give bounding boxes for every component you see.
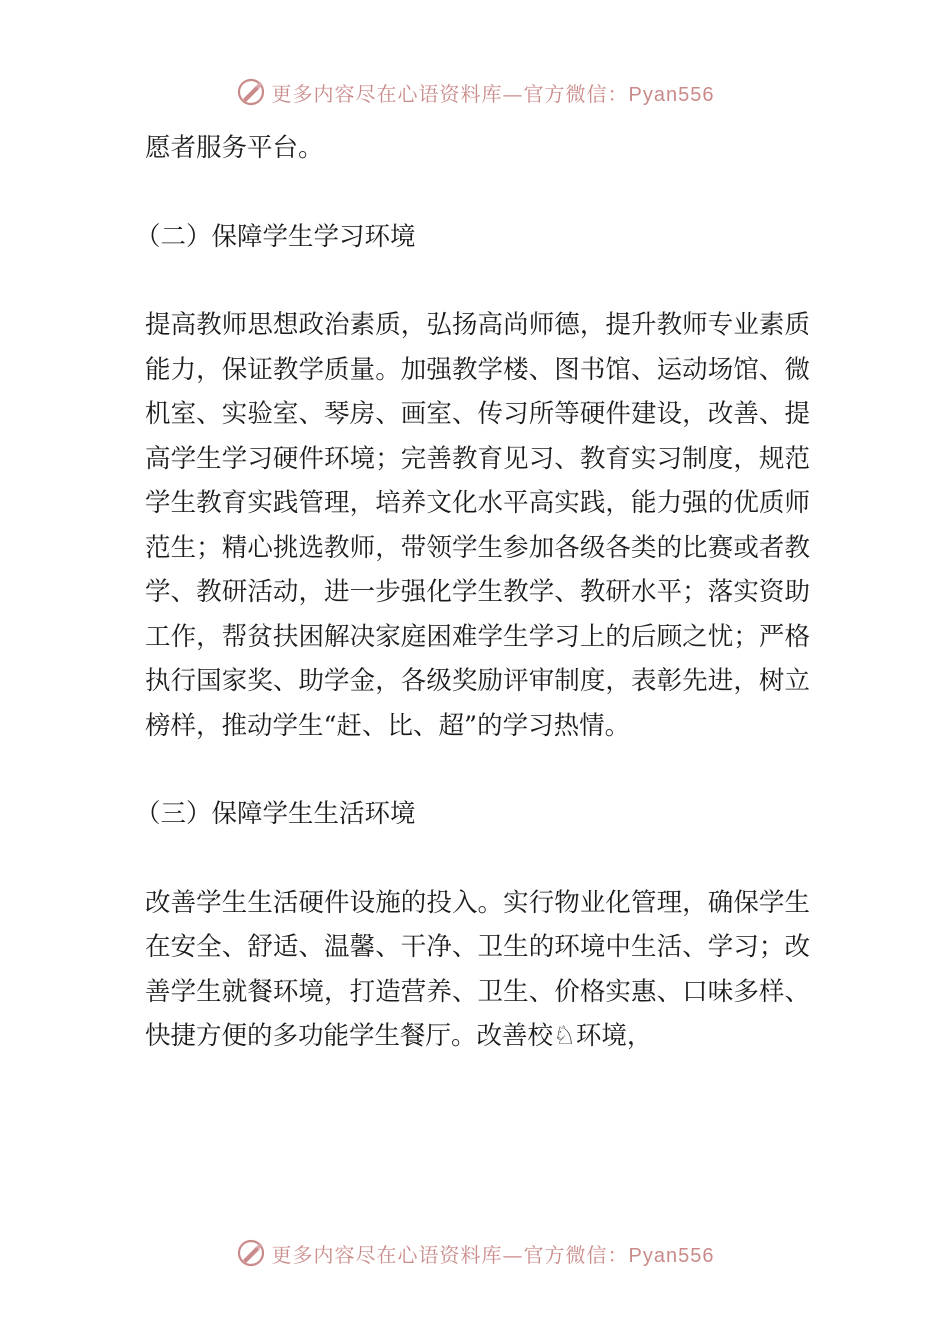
watermark-contact-label: 官方微信： [523, 1242, 629, 1267]
section-2-heading: （二）保障学生学习环境 [135, 221, 416, 252]
pen-logo-icon [236, 1238, 266, 1268]
watermark-contact-id: Pyan556 [628, 83, 715, 106]
section-3-heading: （三）保障学生生活环境 [135, 799, 416, 829]
watermark-main: 更多内容尽在心语资料库 [271, 1242, 503, 1267]
watermark-contact-id: Pyan556 [628, 1244, 715, 1267]
section-2-body: 提高教师思想政治素质，弘扬高尚师德，提升教师专业素质能力，保证教学质量。加强教学楼、图书馆、运动场馆、微机室、实验室、琴房、画室、传习所等硬件建设，改善、提高学生学习硬件环境；完善教育见习、教育实习制度，规范学生教育实践管理，培养文化水平高实践，能力强的优质师范生；精心挑选教师，带领学生参加各级各类的比赛或者教学、教研活动，进一步强化学生教学、教研水平；落实资助工作，帮贫扶困解决家庭困难学生学习上的后顾之忧；严格执行国家奖、助学金，各级奖励评审制度，表彰先进，树立榜样，推动学生“赶、比、超”的学习热情。 [145, 310, 810, 741]
watermark-separator: — [502, 81, 524, 106]
section-3-body: 改善学生生活硬件设施的投入。实行物业化管理，确保学生在安全、舒适、温馨、干净、卫生的环境中生活、学习；改善学生就餐环境，打造营养、卫生、价格实惠、口味多样、快捷方便的多功能学生餐厅。改善校♘环境， [145, 887, 810, 1051]
document-body [135, 126, 810, 1059]
header-watermark [0, 72, 950, 112]
intro-fragment: 愿者服务平台。 [145, 133, 324, 163]
watermark-text [272, 78, 715, 107]
watermark-contact-label: 官方微信： [523, 81, 629, 106]
watermark-text [272, 1239, 715, 1268]
footer-watermark [0, 1233, 950, 1273]
pen-logo-icon [236, 77, 266, 107]
watermark-main: 更多内容尽在心语资料库 [271, 81, 503, 106]
watermark-separator: — [502, 1242, 524, 1267]
